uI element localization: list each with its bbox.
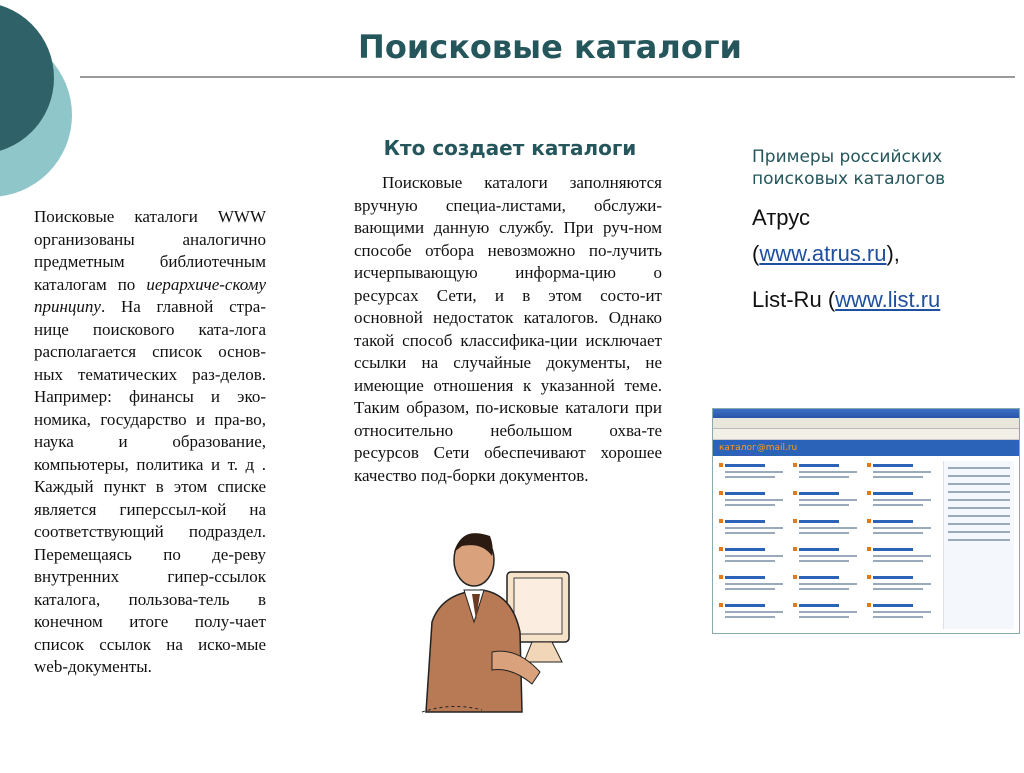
catalog-category — [793, 489, 859, 517]
catalog-category — [793, 517, 859, 545]
example-name: Атрус — [752, 205, 811, 230]
catalog-website-screenshot — [712, 408, 1020, 634]
catalog-category — [867, 573, 933, 601]
atrus-link[interactable]: www.atrus.ru — [759, 241, 887, 266]
catalog-category — [719, 489, 785, 517]
catalog-logo: каталог@mail.ru — [713, 440, 1019, 456]
examples-list — [752, 200, 1022, 318]
catalog-category — [867, 517, 933, 545]
catalog-category — [867, 489, 933, 517]
example-name: List-Ru — [752, 287, 822, 312]
browser-toolbar — [713, 418, 1019, 429]
middle-text: Поисковые каталоги заполняются вручную специа-листами, обслужи-вающими данную службу. При руч-ном способе отбора невозможно по-лучить исчерпывающую информа-цию о ресурсах Сети, и в этом состо-ит основной недостаток каталогов. Однако такой способ классифика-ции исключает ссылки на случайные документы, не имеющие отношения к указанной теме. Таким образом, по-исковые каталоги при относительно небольшом охва-те ресурсов Сети обеспечивают хорошее качество под-борки документов. — [354, 173, 662, 485]
catalog-category — [719, 601, 785, 629]
catalog-category — [867, 601, 933, 629]
catalog-category — [793, 461, 859, 489]
catalog-category — [867, 545, 933, 573]
catalog-categories-grid — [719, 461, 939, 629]
examples-heading: Примеры российских поисковых каталогов — [752, 147, 946, 189]
example-listru: List-Ru (www.list.ru — [752, 287, 941, 312]
browser-titlebar — [713, 409, 1019, 418]
middle-heading: Кто создает каталоги — [383, 136, 637, 160]
catalog-category — [719, 461, 785, 489]
corner-decoration — [0, 0, 110, 200]
left-text-block — [34, 206, 266, 679]
example-link-line: (www.atrus.ru), — [752, 241, 900, 266]
left-text-italic: иерархиче-скому принципу — [34, 274, 266, 316]
example-atrus — [752, 200, 1022, 272]
listru-link[interactable]: www.list.ru — [835, 287, 941, 312]
catalog-category — [793, 573, 859, 601]
browser-addressbar — [713, 429, 1019, 440]
slide-title: Поисковые каталоги — [358, 28, 742, 66]
person-at-computer-clipart — [412, 512, 572, 722]
catalog-category — [719, 573, 785, 601]
catalog-sidebar — [943, 461, 1014, 629]
catalog-category — [793, 601, 859, 629]
catalog-category — [867, 461, 933, 489]
left-text-part2: . На главной стра-нице поискового ката-лога располагается список основ-ных тематических раз-делов. Например: финансы и эко-номика, государство и пра-во, наука и образование, компьютеры, политика и т. д . Каждый пункт в этом списке является гиперссыл-кой на соответствующий подраздел. Перемещаясь по де-реву внутренних гипер-ссылок каталога, пользова-тель в конечном итоге полу-чает список ссылок на иско-мые web-документы. — [34, 297, 266, 676]
catalog-category — [719, 545, 785, 573]
left-text-part1: Поисковые каталоги WWW организованы аналогично предметным библиотечным каталогам по — [34, 207, 266, 294]
title-divider — [80, 76, 1015, 78]
catalog-category — [793, 545, 859, 573]
catalog-category — [719, 517, 785, 545]
